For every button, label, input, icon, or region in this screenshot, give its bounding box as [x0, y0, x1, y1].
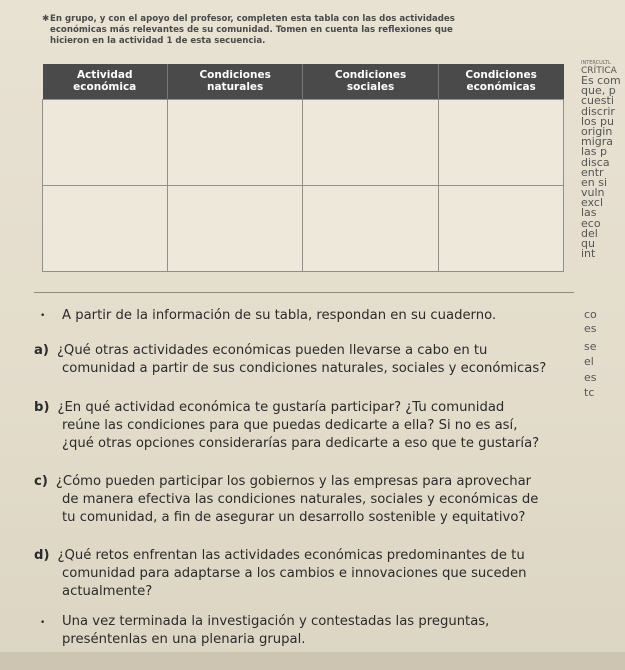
question-b-line-1: ¿En qué actividad económica te gustaría participar? ¿Tu comunidad — [57, 400, 505, 415]
question-c-line-1: ¿Cómo pueden participar los gobiernos y las empresas para aprovechar — [55, 474, 532, 489]
table-cell[interactable] — [303, 100, 438, 186]
closing-instruction-line-1: Una vez terminada la investigación y contestadas las preguntas, — [62, 614, 490, 629]
sidebar-line: vuln — [581, 186, 605, 200]
sidebar-line: es — [584, 322, 597, 335]
closing-instruction-line-2: preséntenlas en una plenaria grupal. — [62, 632, 306, 647]
table-cell[interactable] — [43, 186, 168, 272]
table-cell[interactable] — [43, 100, 168, 186]
question-d-line-1: ¿Qué retos enfrentan las actividades económicas predominantes de tu — [57, 548, 525, 563]
sidebar-line: co — [584, 308, 597, 321]
page-bottom-edge — [0, 652, 625, 670]
question-d — [34, 546, 525, 565]
sidebar-line: Es com — [581, 74, 621, 87]
question-d-label: d) — [34, 548, 50, 563]
sidebar-line: discrir — [581, 104, 615, 118]
sidebar-line: excl — [581, 196, 603, 210]
activities-table — [42, 64, 564, 272]
sidebar-line: el — [584, 355, 594, 368]
question-c-line-3: tu comunidad, a fin de asegurar un desarrollo sostenible y equitativo? — [62, 510, 526, 525]
table-cell[interactable] — [167, 186, 302, 272]
table-row — [43, 186, 564, 272]
sidebar-line: las — [581, 206, 597, 220]
star-icon: ✱ — [42, 14, 50, 24]
question-a-label: a) — [34, 343, 49, 358]
table-cell[interactable] — [438, 100, 563, 186]
table-cell[interactable] — [438, 186, 563, 272]
question-b-line-3: ¿qué otras opciones considerarías para dedicarte a eso que te gustaría? — [62, 436, 540, 451]
sidebar-line: disca — [581, 155, 610, 169]
question-d-line-2: comunidad para adaptarse a los cambios e innovaciones que suceden — [62, 566, 527, 581]
question-a-line-1: ¿Qué otras actividades económicas pueden llevarse a cabo en tu — [56, 343, 488, 358]
table-cell[interactable] — [303, 186, 438, 272]
sidebar-line: cuesti — [581, 94, 614, 108]
sidebar-line: migra — [581, 135, 614, 149]
sidebar-line: int — [581, 247, 596, 260]
question-b-line-2: reúne las condiciones para que puedas dedicarte a ella? Si no es así, — [62, 418, 518, 433]
question-b — [34, 398, 504, 417]
table-bottom-rule — [34, 292, 574, 293]
sidebar-heading: CRÍTICA — [581, 66, 617, 76]
table-cell[interactable] — [167, 100, 302, 186]
header-condiciones-economicas: Condiciones económicas — [438, 64, 563, 100]
sidebar-line: en si — [581, 175, 608, 189]
table-row — [43, 100, 564, 186]
sidebar-line: qu — [581, 237, 595, 250]
question-a-line-2: comunidad a partir de sus condiciones naturales, sociales y económicas? — [62, 361, 547, 376]
question-b-label: b) — [34, 400, 50, 415]
sidebar-heading-small: INTERCULTL — [581, 60, 611, 66]
sidebar-line: origin — [581, 124, 613, 138]
question-d-line-3: actualmente? — [62, 584, 153, 599]
sidebar-line: entr — [581, 165, 604, 179]
bullet-icon: • — [40, 618, 46, 628]
instruction-text: A partir de la información de su tabla, respondan en su cuaderno. — [62, 308, 497, 323]
intro-line-2: económicas más relevantes de su comunidad. Tomen en cuenta las reflexiones que — [50, 25, 453, 35]
intro-line-1: En grupo, y con el apoyo del profesor, completen esta tabla con las dos actividades — [50, 14, 455, 24]
sidebar-line: las p — [581, 145, 608, 159]
table-header-row — [43, 64, 564, 100]
question-c-line-2: de manera efectiva las condiciones naturales, sociales y económicas de — [62, 492, 539, 507]
sidebar-line: eco — [581, 216, 601, 230]
header-condiciones-naturales: Condiciones naturales — [167, 64, 302, 100]
sidebar-line: tc — [584, 386, 595, 399]
sidebar-line: del — [581, 226, 598, 240]
bullet-icon: • — [40, 311, 46, 321]
activity-intro — [42, 14, 580, 47]
sidebar-line: es — [584, 371, 597, 384]
question-c-label: c) — [34, 474, 48, 489]
sidebar-margin-text — [581, 60, 625, 259]
question-c — [34, 472, 531, 491]
question-a — [34, 341, 487, 360]
sidebar-line: se — [584, 340, 597, 353]
header-actividad-economica: Actividad económica — [43, 64, 168, 100]
intro-line-3: hicieron en la actividad 1 de esta secuencia. — [50, 36, 266, 46]
sidebar-line: los pu — [581, 114, 614, 128]
header-condiciones-sociales: Condiciones sociales — [303, 64, 438, 100]
sidebar-line: que, p — [581, 84, 616, 98]
